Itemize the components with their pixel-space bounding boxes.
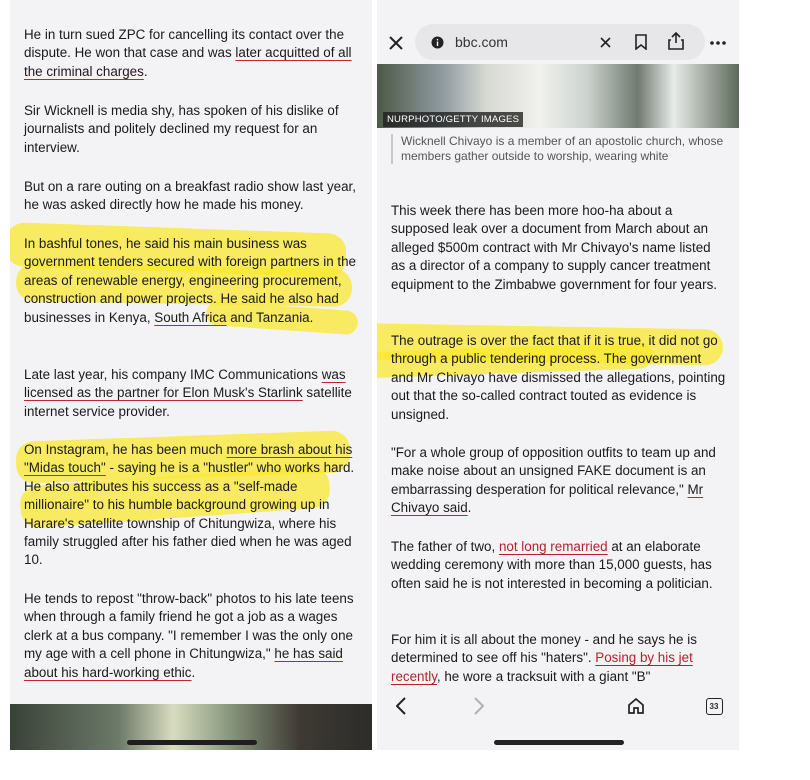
article-paragraph: But on a rare outing on a breakfast radio show last year, he was asked directly how he made his money. <box>24 179 356 213</box>
article-paragraph: This week there has been more hoo-ha about a supposed leak over a document from March about an alleged $500m contract with Mr Chivayo's name listed as a director of a company to supply cancer treatment equipment to the Zimbabwe government for four years. <box>391 203 718 292</box>
browser-bottom-bar <box>377 688 739 724</box>
chivayo-said-link[interactable]: Mr Chivayo said <box>391 481 704 516</box>
photo-credit: NURPHOTO/GETTY IMAGES <box>383 112 523 127</box>
midas-touch-link[interactable]: more brash about his "Midas touch" <box>24 442 353 476</box>
home-indicator <box>127 740 257 745</box>
article-paragraph: In bashful tones, he said his main business was government tenders secured with foreign partners in the areas of renewable energy, engineering procurement, construction and power projects. He said he also had businesses in Kenya, South Africa and Tanzania. <box>24 236 356 325</box>
more-options-icon[interactable] <box>707 32 729 54</box>
starlink-link[interactable]: was licensed as the partner for Elon Musk's Starlink <box>24 367 346 401</box>
acquitted-link[interactable]: later acquitted of all the criminal charges <box>24 45 352 79</box>
article-paragraph: The outrage is over the fact that if it is true, it did not go through a public tendering process. The government and Mr Chivayo have dismissed the allegations, pointing out that the so-called contract touted as evidence is unsigned. <box>391 333 726 422</box>
right-article-screenshot <box>377 0 739 750</box>
posing-jet-link[interactable]: Posing by his jet recently <box>391 650 693 684</box>
bookmark-icon[interactable] <box>631 32 651 52</box>
article-paragraph: "For a whole group of opposition outfits to team up and make noise about an unsigned FAKE document is an embarrassing desperation for political relevance," Mr Chivayo said. <box>391 445 716 516</box>
article-paragraph: He tends to repost "throw-back" photos to his late teens when through a family friend he got a job as a wages clerk at a bus company. "I remember I was the only one my age with a cell phone in Chitungwiza," he has said about his hard-working ethic. <box>24 591 354 680</box>
left-article-screenshot <box>10 0 372 750</box>
tabs-icon[interactable] <box>703 694 725 718</box>
hard-working-ethic-link[interactable]: he has said about his hard-working ethic <box>24 646 343 680</box>
article-paragraph: Late last year, his company IMC Communications was licensed as the partner for Elon Musk's Starlink satellite internet service provider. <box>24 367 352 419</box>
url-text: bbc.com <box>455 34 508 50</box>
close-tab-icon[interactable] <box>385 32 407 54</box>
article-paragraph: He in turn sued ZPC for cancelling its contact over the dispute. He won that case and was later acquitted of all the criminal charges. <box>24 27 352 79</box>
site-info-icon[interactable] <box>429 34 445 50</box>
tab-count: 33 <box>706 698 723 715</box>
south-africa-link[interactable]: South Africa <box>154 309 227 325</box>
browser-toolbar <box>377 0 739 60</box>
home-icon[interactable] <box>625 694 647 718</box>
article-paragraph: On Instagram, he has been much more brash about his "Midas touch" - saying he is a "hustler" who works hard. He also attributes his success as a "self-made millionaire" to his humble background growing up in Harare's satellite township of Chitungwiza, where his family struggled after his father died when he was aged 10. <box>24 442 355 568</box>
photo-caption: Wicknell Chivayo is a member of an apostolic church, whose members gather outside to worship, wearing white <box>391 134 731 164</box>
article-paragraph: For him it is all about the money - and he says he is determined to see off his "haters". Posing by his jet recently, he wore a tracksuit with a giant "B" <box>391 632 697 684</box>
article-paragraph: The father of two, not long remarried at an elaborate wedding ceremony with more than 15,000 guests, has often said he is not interested in becoming a politician. <box>391 539 713 591</box>
back-icon[interactable] <box>391 694 411 718</box>
home-indicator <box>494 740 624 745</box>
remarried-link[interactable]: not long remarried <box>498 539 608 554</box>
article-paragraph: Sir Wicknell is media shy, has spoken of his dislike of journalists and politely declined my request for an interview. <box>24 103 339 155</box>
forward-icon[interactable] <box>469 694 489 718</box>
share-icon[interactable] <box>665 30 687 52</box>
address-bar[interactable] <box>415 24 705 60</box>
clear-url-icon[interactable] <box>597 34 613 50</box>
